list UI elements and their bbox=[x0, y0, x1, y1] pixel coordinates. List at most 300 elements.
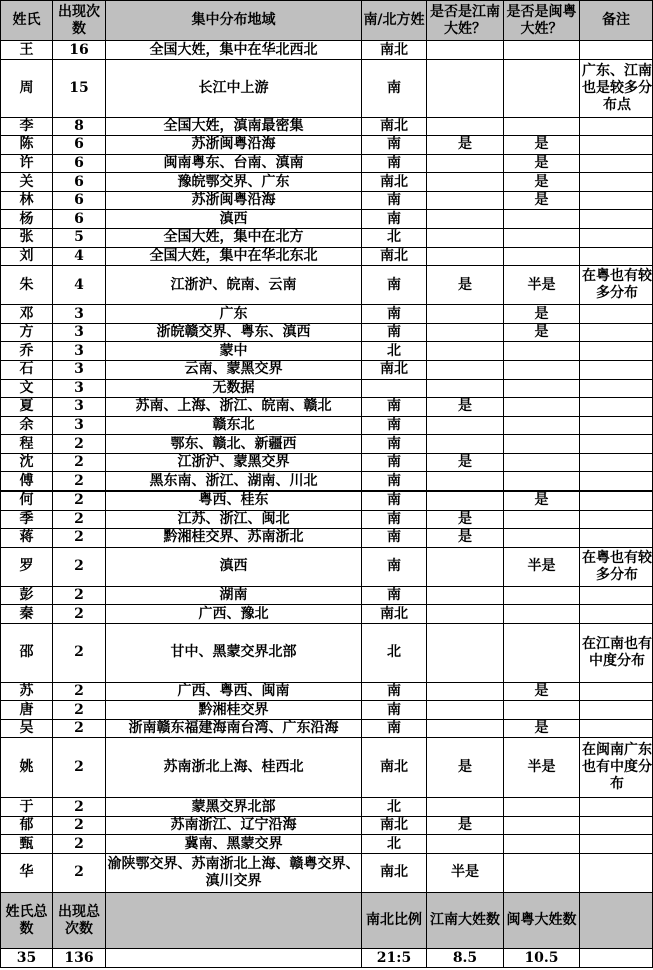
cell-region[interactable]: 江苏、浙江、闽北 bbox=[106, 510, 362, 529]
table-row bbox=[1, 853, 653, 892]
cell-count[interactable]: 2 bbox=[53, 510, 106, 529]
cell-surname[interactable]: 彭 bbox=[1, 586, 53, 605]
table-row bbox=[1, 623, 653, 682]
cell-jiangnan[interactable] bbox=[427, 305, 504, 324]
cell-ns[interactable]: 南 bbox=[362, 266, 427, 305]
cell-ns[interactable]: 南 bbox=[362, 682, 427, 701]
cell-ns[interactable]: 南 bbox=[362, 416, 427, 435]
table-row bbox=[1, 305, 653, 324]
cell-minyue[interactable] bbox=[504, 398, 580, 417]
summary-note[interactable] bbox=[580, 949, 653, 968]
cell-surname[interactable]: 秦 bbox=[1, 605, 53, 624]
table-row bbox=[1, 798, 653, 817]
cell-note[interactable] bbox=[580, 701, 653, 720]
summary-header-region[interactable] bbox=[106, 892, 362, 949]
cell-note[interactable]: 在闽南广东也有中度分布 bbox=[580, 738, 653, 798]
cell-count[interactable]: 4 bbox=[53, 266, 106, 305]
cell-count[interactable]: 2 bbox=[53, 835, 106, 854]
cell-note[interactable] bbox=[580, 453, 653, 472]
cell-count[interactable]: 8 bbox=[53, 117, 106, 136]
cell-region[interactable]: 无数据 bbox=[106, 379, 362, 398]
table-row bbox=[1, 701, 653, 720]
table-row bbox=[1, 247, 653, 266]
cell-minyue[interactable] bbox=[504, 853, 580, 892]
cell-minyue[interactable] bbox=[504, 816, 580, 835]
cell-ns[interactable]: 南北 bbox=[362, 41, 427, 60]
cell-region[interactable]: 全国大姓，滇南最密集 bbox=[106, 117, 362, 136]
cell-ns[interactable]: 南 bbox=[362, 453, 427, 472]
cell-surname[interactable]: 苏 bbox=[1, 682, 53, 701]
cell-count[interactable]: 2 bbox=[53, 472, 106, 491]
cell-ns[interactable]: 南 bbox=[362, 586, 427, 605]
cell-jiangnan[interactable]: 是 bbox=[427, 738, 504, 798]
cell-region[interactable]: 苏南、上海、浙江、皖南、赣北 bbox=[106, 398, 362, 417]
cell-minyue[interactable] bbox=[504, 701, 580, 720]
cell-note[interactable] bbox=[580, 228, 653, 247]
cell-count[interactable]: 2 bbox=[53, 586, 106, 605]
cell-count[interactable]: 2 bbox=[53, 853, 106, 892]
cell-minyue[interactable] bbox=[504, 360, 580, 379]
cell-ns[interactable]: 北 bbox=[362, 342, 427, 361]
cell-jiangnan[interactable] bbox=[427, 342, 504, 361]
cell-region[interactable]: 渝陕鄂交界、苏南浙北上海、赣粤交界、滇川交界 bbox=[106, 853, 362, 892]
cell-ns[interactable]: 南北 bbox=[362, 247, 427, 266]
cell-minyue[interactable] bbox=[504, 586, 580, 605]
cell-region[interactable]: 滇西 bbox=[106, 547, 362, 586]
cell-note[interactable] bbox=[580, 247, 653, 266]
cell-region[interactable]: 云南、蒙黑交界 bbox=[106, 360, 362, 379]
cell-surname[interactable]: 林 bbox=[1, 191, 53, 210]
cell-count[interactable]: 15 bbox=[53, 59, 106, 117]
cell-note[interactable] bbox=[580, 605, 653, 624]
cell-region[interactable]: 湖南 bbox=[106, 586, 362, 605]
summary-row bbox=[1, 949, 653, 968]
cell-surname[interactable]: 方 bbox=[1, 323, 53, 342]
cell-minyue[interactable] bbox=[504, 117, 580, 136]
cell-region[interactable]: 赣东北 bbox=[106, 416, 362, 435]
cell-surname[interactable]: 王 bbox=[1, 41, 53, 60]
cell-count[interactable]: 3 bbox=[53, 379, 106, 398]
cell-surname[interactable]: 朱 bbox=[1, 266, 53, 305]
cell-jiangnan[interactable] bbox=[427, 682, 504, 701]
table-row bbox=[1, 210, 653, 229]
cell-count[interactable]: 3 bbox=[53, 342, 106, 361]
table-body bbox=[1, 1, 653, 893]
cell-surname[interactable]: 周 bbox=[1, 59, 53, 117]
cell-surname[interactable]: 何 bbox=[1, 491, 53, 510]
cell-surname[interactable]: 唐 bbox=[1, 701, 53, 720]
table-row bbox=[1, 547, 653, 586]
cell-ns[interactable]: 南 bbox=[362, 210, 427, 229]
cell-ns[interactable]: 南北 bbox=[362, 360, 427, 379]
cell-surname[interactable]: 杨 bbox=[1, 210, 53, 229]
table-row bbox=[1, 173, 653, 192]
cell-jiangnan[interactable] bbox=[427, 547, 504, 586]
cell-note[interactable]: 在粤也有较多分布 bbox=[580, 547, 653, 586]
cell-count[interactable]: 6 bbox=[53, 136, 106, 155]
cell-jiangnan[interactable] bbox=[427, 416, 504, 435]
summary-surname-total[interactable]: 35 bbox=[1, 949, 53, 968]
cell-surname[interactable]: 陈 bbox=[1, 136, 53, 155]
cell-ns[interactable]: 南 bbox=[362, 154, 427, 173]
cell-note[interactable] bbox=[580, 323, 653, 342]
cell-region[interactable]: 黑东南、浙江、湖南、川北 bbox=[106, 472, 362, 491]
cell-note[interactable] bbox=[580, 491, 653, 510]
cell-ns[interactable]: 南 bbox=[362, 136, 427, 155]
cell-ns[interactable]: 南 bbox=[362, 719, 427, 738]
cell-jiangnan[interactable] bbox=[427, 41, 504, 60]
cell-surname[interactable]: 李 bbox=[1, 117, 53, 136]
cell-ns[interactable]: 南北 bbox=[362, 605, 427, 624]
cell-ns[interactable]: 南北 bbox=[362, 853, 427, 892]
cell-minyue[interactable]: 是 bbox=[504, 154, 580, 173]
cell-note[interactable] bbox=[580, 798, 653, 817]
cell-note[interactable] bbox=[580, 416, 653, 435]
cell-jiangnan[interactable] bbox=[427, 247, 504, 266]
cell-surname[interactable]: 乔 bbox=[1, 342, 53, 361]
cell-minyue[interactable] bbox=[504, 435, 580, 454]
cell-ns[interactable]: 南 bbox=[362, 472, 427, 491]
cell-count[interactable]: 2 bbox=[53, 453, 106, 472]
cell-jiangnan[interactable] bbox=[427, 173, 504, 192]
summary-jiangnan-count[interactable]: 8.5 bbox=[427, 949, 504, 968]
cell-jiangnan[interactable]: 是 bbox=[427, 510, 504, 529]
table-row bbox=[1, 398, 653, 417]
cell-minyue[interactable] bbox=[504, 605, 580, 624]
cell-region[interactable]: 冀南、黑蒙交界 bbox=[106, 835, 362, 854]
cell-count[interactable]: 4 bbox=[53, 247, 106, 266]
cell-minyue[interactable]: 半是 bbox=[504, 738, 580, 798]
cell-minyue[interactable]: 是 bbox=[504, 719, 580, 738]
cell-count[interactable]: 2 bbox=[53, 605, 106, 624]
cell-ns[interactable]: 南 bbox=[362, 191, 427, 210]
cell-count[interactable]: 3 bbox=[53, 323, 106, 342]
cell-minyue[interactable] bbox=[504, 41, 580, 60]
table-row bbox=[1, 682, 653, 701]
cell-surname[interactable]: 石 bbox=[1, 360, 53, 379]
table-row bbox=[1, 529, 653, 548]
cell-minyue[interactable] bbox=[504, 210, 580, 229]
cell-note[interactable] bbox=[580, 360, 653, 379]
cell-jiangnan[interactable] bbox=[427, 210, 504, 229]
cell-note[interactable] bbox=[580, 305, 653, 324]
cell-region[interactable]: 苏南浙北上海、桂西北 bbox=[106, 738, 362, 798]
cell-region[interactable]: 广东 bbox=[106, 305, 362, 324]
cell-note[interactable] bbox=[580, 853, 653, 892]
header-jiangnan[interactable]: 是否是江南大姓？ bbox=[427, 1, 504, 41]
cell-region[interactable]: 滇西 bbox=[106, 210, 362, 229]
cell-note[interactable] bbox=[580, 117, 653, 136]
cell-note[interactable]: 在粤也有较多分布 bbox=[580, 266, 653, 305]
cell-minyue[interactable] bbox=[504, 472, 580, 491]
cell-region[interactable]: 广西、豫北 bbox=[106, 605, 362, 624]
table-row bbox=[1, 136, 653, 155]
header-region[interactable]: 集中分布地域 bbox=[106, 1, 362, 41]
table-row bbox=[1, 117, 653, 136]
cell-note[interactable] bbox=[580, 154, 653, 173]
cell-jiangnan[interactable]: 是 bbox=[427, 816, 504, 835]
cell-note[interactable] bbox=[580, 398, 653, 417]
cell-jiangnan[interactable]: 是 bbox=[427, 398, 504, 417]
cell-minyue[interactable] bbox=[504, 835, 580, 854]
cell-surname[interactable]: 关 bbox=[1, 173, 53, 192]
cell-surname[interactable]: 程 bbox=[1, 435, 53, 454]
cell-count[interactable]: 2 bbox=[53, 547, 106, 586]
cell-minyue[interactable] bbox=[504, 379, 580, 398]
cell-jiangnan[interactable] bbox=[427, 323, 504, 342]
cell-count[interactable]: 2 bbox=[53, 491, 106, 510]
cell-region[interactable]: 黔湘桂交界、苏南浙北 bbox=[106, 529, 362, 548]
cell-ns[interactable]: 南 bbox=[362, 398, 427, 417]
cell-minyue[interactable] bbox=[504, 529, 580, 548]
cell-region[interactable]: 长江中上游 bbox=[106, 59, 362, 117]
cell-count[interactable]: 3 bbox=[53, 360, 106, 379]
cell-count[interactable]: 3 bbox=[53, 416, 106, 435]
table-row bbox=[1, 323, 653, 342]
cell-minyue[interactable]: 半是 bbox=[504, 547, 580, 586]
cell-region[interactable]: 江浙沪、蒙黑交界 bbox=[106, 453, 362, 472]
cell-jiangnan[interactable] bbox=[427, 623, 504, 682]
cell-jiangnan[interactable] bbox=[427, 191, 504, 210]
cell-count[interactable]: 2 bbox=[53, 435, 106, 454]
cell-note[interactable] bbox=[580, 682, 653, 701]
cell-count[interactable]: 2 bbox=[53, 738, 106, 798]
cell-jiangnan[interactable] bbox=[427, 360, 504, 379]
cell-region[interactable]: 广西、粤西、闽南 bbox=[106, 682, 362, 701]
cell-surname[interactable]: 郁 bbox=[1, 816, 53, 835]
cell-minyue[interactable] bbox=[504, 342, 580, 361]
cell-region[interactable]: 江浙沪、皖南、云南 bbox=[106, 266, 362, 305]
cell-surname[interactable]: 华 bbox=[1, 853, 53, 892]
cell-region[interactable]: 蒙中 bbox=[106, 342, 362, 361]
cell-jiangnan[interactable] bbox=[427, 59, 504, 117]
cell-minyue[interactable]: 是 bbox=[504, 305, 580, 324]
cell-note[interactable] bbox=[580, 472, 653, 491]
cell-ns[interactable]: 北 bbox=[362, 835, 427, 854]
cell-jiangnan[interactable] bbox=[427, 701, 504, 720]
cell-ns[interactable]: 南北 bbox=[362, 173, 427, 192]
cell-ns[interactable]: 北 bbox=[362, 623, 427, 682]
cell-region[interactable]: 甘中、黑蒙交界北部 bbox=[106, 623, 362, 682]
cell-count[interactable]: 2 bbox=[53, 682, 106, 701]
cell-note[interactable] bbox=[580, 529, 653, 548]
summary-header-surname-total[interactable]: 姓氏总数 bbox=[1, 892, 53, 949]
table-row bbox=[1, 435, 653, 454]
header-row bbox=[1, 1, 653, 41]
cell-ns[interactable]: 南 bbox=[362, 529, 427, 548]
cell-count[interactable]: 6 bbox=[53, 154, 106, 173]
cell-region[interactable]: 浙皖赣交界、粤东、滇西 bbox=[106, 323, 362, 342]
summary-section bbox=[1, 892, 653, 967]
cell-ns[interactable]: 南 bbox=[362, 59, 427, 117]
cell-jiangnan[interactable] bbox=[427, 435, 504, 454]
cell-jiangnan[interactable] bbox=[427, 154, 504, 173]
table-row bbox=[1, 453, 653, 472]
cell-region[interactable]: 苏浙闽粤沿海 bbox=[106, 191, 362, 210]
cell-count[interactable]: 6 bbox=[53, 210, 106, 229]
cell-jiangnan[interactable] bbox=[427, 798, 504, 817]
cell-count[interactable]: 5 bbox=[53, 228, 106, 247]
cell-note[interactable]: 广东、江南也是较多分布点 bbox=[580, 59, 653, 117]
header-surname[interactable]: 姓氏 bbox=[1, 1, 53, 41]
summary-header-jiangnan-count[interactable]: 江南大姓数 bbox=[427, 892, 504, 949]
cell-surname[interactable]: 许 bbox=[1, 154, 53, 173]
cell-note[interactable] bbox=[580, 816, 653, 835]
header-note[interactable]: 备注 bbox=[580, 1, 653, 41]
cell-note[interactable] bbox=[580, 191, 653, 210]
cell-region[interactable]: 苏南浙江、辽宁沿海 bbox=[106, 816, 362, 835]
cell-ns[interactable]: 南 bbox=[362, 491, 427, 510]
cell-note[interactable] bbox=[580, 435, 653, 454]
cell-surname[interactable]: 张 bbox=[1, 228, 53, 247]
cell-count[interactable]: 6 bbox=[53, 173, 106, 192]
cell-jiangnan[interactable]: 是 bbox=[427, 136, 504, 155]
cell-ns[interactable]: 南 bbox=[362, 547, 427, 586]
cell-region[interactable]: 豫皖鄂交界、广东 bbox=[106, 173, 362, 192]
cell-ns[interactable]: 南 bbox=[362, 323, 427, 342]
cell-minyue[interactable] bbox=[504, 416, 580, 435]
cell-surname[interactable]: 余 bbox=[1, 416, 53, 435]
cell-surname[interactable]: 罗 bbox=[1, 547, 53, 586]
summary-header-note[interactable] bbox=[580, 892, 653, 949]
header-minyue[interactable]: 是否是闽粤大姓？ bbox=[504, 1, 580, 41]
cell-surname[interactable]: 吴 bbox=[1, 719, 53, 738]
cell-note[interactable] bbox=[580, 835, 653, 854]
cell-region[interactable]: 浙南赣东福建海南台湾、广东沿海 bbox=[106, 719, 362, 738]
cell-ns[interactable]: 南北 bbox=[362, 738, 427, 798]
cell-minyue[interactable]: 是 bbox=[504, 323, 580, 342]
cell-region[interactable]: 鄂东、赣北、新疆西 bbox=[106, 435, 362, 454]
cell-count[interactable]: 2 bbox=[53, 816, 106, 835]
table-row bbox=[1, 816, 653, 835]
cell-region[interactable]: 闽南粤东、台南、滇南 bbox=[106, 154, 362, 173]
cell-surname[interactable]: 傅 bbox=[1, 472, 53, 491]
cell-minyue[interactable]: 是 bbox=[504, 191, 580, 210]
table-row bbox=[1, 719, 653, 738]
cell-note[interactable] bbox=[580, 586, 653, 605]
header-ns[interactable]: 南/北方姓 bbox=[362, 1, 427, 41]
cell-note[interactable] bbox=[580, 719, 653, 738]
cell-jiangnan[interactable] bbox=[427, 835, 504, 854]
cell-jiangnan[interactable] bbox=[427, 472, 504, 491]
cell-jiangnan[interactable] bbox=[427, 379, 504, 398]
cell-ns[interactable]: 北 bbox=[362, 798, 427, 817]
cell-minyue[interactable] bbox=[504, 510, 580, 529]
cell-count[interactable]: 2 bbox=[53, 623, 106, 682]
cell-region[interactable]: 全国大姓，集中在华北西北 bbox=[106, 41, 362, 60]
cell-jiangnan[interactable]: 半是 bbox=[427, 853, 504, 892]
summary-header-count-total[interactable]: 出现总次数 bbox=[53, 892, 106, 949]
cell-jiangnan[interactable]: 是 bbox=[427, 266, 504, 305]
cell-region[interactable]: 全国大姓，集中在北方 bbox=[106, 228, 362, 247]
cell-region[interactable]: 蒙黑交界北部 bbox=[106, 798, 362, 817]
cell-note[interactable] bbox=[580, 510, 653, 529]
cell-jiangnan[interactable] bbox=[427, 228, 504, 247]
cell-note[interactable] bbox=[580, 136, 653, 155]
cell-surname[interactable]: 夏 bbox=[1, 398, 53, 417]
cell-minyue[interactable] bbox=[504, 247, 580, 266]
cell-note[interactable] bbox=[580, 41, 653, 60]
cell-region[interactable]: 全国大姓，集中在华北东北 bbox=[106, 247, 362, 266]
cell-jiangnan[interactable] bbox=[427, 491, 504, 510]
summary-count-total[interactable]: 136 bbox=[53, 949, 106, 968]
cell-surname[interactable]: 邓 bbox=[1, 305, 53, 324]
cell-region[interactable]: 粤西、桂东 bbox=[106, 491, 362, 510]
cell-ns[interactable]: 南 bbox=[362, 305, 427, 324]
cell-note[interactable] bbox=[580, 173, 653, 192]
cell-surname[interactable]: 蒋 bbox=[1, 529, 53, 548]
cell-ns[interactable]: 南北 bbox=[362, 816, 427, 835]
cell-count[interactable]: 2 bbox=[53, 719, 106, 738]
table-row bbox=[1, 416, 653, 435]
table-row bbox=[1, 605, 653, 624]
cell-jiangnan[interactable]: 是 bbox=[427, 453, 504, 472]
cell-region[interactable]: 苏浙闽粤沿海 bbox=[106, 136, 362, 155]
cell-jiangnan[interactable]: 是 bbox=[427, 529, 504, 548]
cell-minyue[interactable]: 是 bbox=[504, 136, 580, 155]
cell-jiangnan[interactable] bbox=[427, 117, 504, 136]
cell-minyue[interactable] bbox=[504, 453, 580, 472]
cell-count[interactable]: 2 bbox=[53, 798, 106, 817]
summary-header-ns-ratio[interactable]: 南北比例 bbox=[362, 892, 427, 949]
cell-surname[interactable]: 刘 bbox=[1, 247, 53, 266]
cell-note[interactable] bbox=[580, 210, 653, 229]
cell-ns[interactable]: 南 bbox=[362, 701, 427, 720]
cell-minyue[interactable] bbox=[504, 798, 580, 817]
cell-surname[interactable]: 季 bbox=[1, 510, 53, 529]
cell-ns[interactable] bbox=[362, 379, 427, 398]
table-row bbox=[1, 491, 653, 510]
table-row bbox=[1, 510, 653, 529]
summary-header-minyue-count[interactable]: 闽粤大姓数 bbox=[504, 892, 580, 949]
cell-note[interactable]: 在江南也有中度分布 bbox=[580, 623, 653, 682]
cell-minyue[interactable]: 是 bbox=[504, 491, 580, 510]
cell-minyue[interactable]: 是 bbox=[504, 682, 580, 701]
cell-region[interactable]: 黔湘桂交界 bbox=[106, 701, 362, 720]
cell-surname[interactable]: 姚 bbox=[1, 738, 53, 798]
cell-surname[interactable]: 于 bbox=[1, 798, 53, 817]
cell-minyue[interactable] bbox=[504, 228, 580, 247]
cell-note[interactable] bbox=[580, 379, 653, 398]
summary-ns-ratio[interactable]: 21:5 bbox=[362, 949, 427, 968]
cell-minyue[interactable]: 半是 bbox=[504, 266, 580, 305]
cell-ns[interactable]: 北 bbox=[362, 228, 427, 247]
cell-count[interactable]: 2 bbox=[53, 529, 106, 548]
summary-region[interactable] bbox=[106, 949, 362, 968]
cell-ns[interactable]: 南 bbox=[362, 435, 427, 454]
summary-minyue-count[interactable]: 10.5 bbox=[504, 949, 580, 968]
cell-minyue[interactable] bbox=[504, 59, 580, 117]
header-count[interactable]: 出现次数 bbox=[53, 1, 106, 41]
cell-count[interactable]: 3 bbox=[53, 305, 106, 324]
cell-jiangnan[interactable] bbox=[427, 586, 504, 605]
cell-count[interactable]: 3 bbox=[53, 398, 106, 417]
cell-minyue[interactable]: 是 bbox=[504, 173, 580, 192]
cell-count[interactable]: 6 bbox=[53, 191, 106, 210]
cell-jiangnan[interactable] bbox=[427, 719, 504, 738]
cell-count[interactable]: 16 bbox=[53, 41, 106, 60]
cell-surname[interactable]: 邵 bbox=[1, 623, 53, 682]
cell-surname[interactable]: 沈 bbox=[1, 453, 53, 472]
cell-jiangnan[interactable] bbox=[427, 605, 504, 624]
cell-ns[interactable]: 南 bbox=[362, 510, 427, 529]
cell-note[interactable] bbox=[580, 342, 653, 361]
cell-count[interactable]: 2 bbox=[53, 701, 106, 720]
cell-ns[interactable]: 南北 bbox=[362, 117, 427, 136]
cell-minyue[interactable] bbox=[504, 623, 580, 682]
cell-surname[interactable]: 文 bbox=[1, 379, 53, 398]
cell-surname[interactable]: 甄 bbox=[1, 835, 53, 854]
